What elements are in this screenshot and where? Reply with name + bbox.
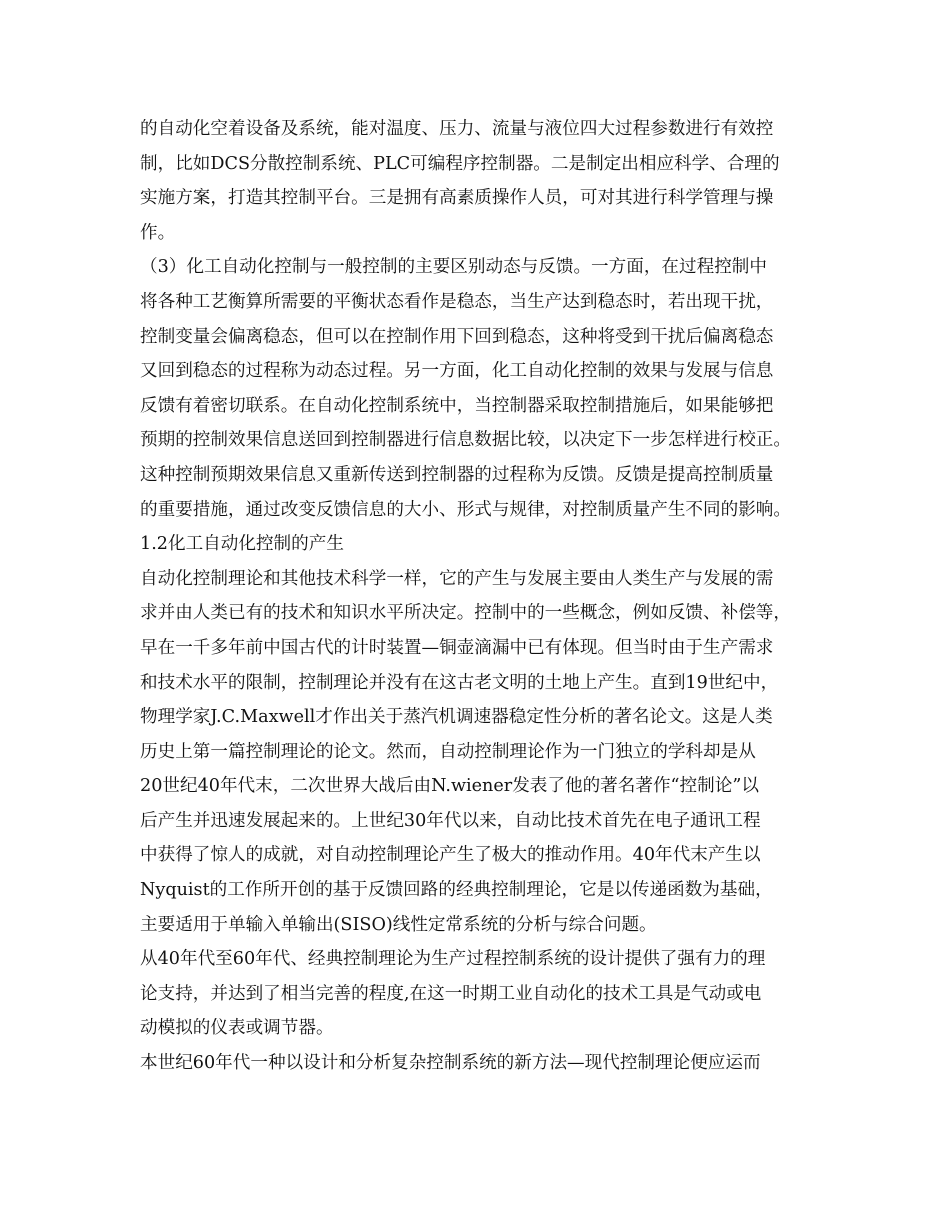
paragraph-line: 制，比如DCS分散控制系统、PLC可编程序控制器。二是制定出相应科学、合理的 — [140, 153, 780, 174]
paragraph-line: 反馈有着密切联系。在自动化控制系统中，当控制器采取控制措施后，如果能够把 — [140, 395, 774, 416]
paragraph-line: 中获得了惊人的成就，对自动控制理论产生了极大的推动作用。40年代末产生以 — [140, 845, 761, 866]
paragraph-line: 作。 — [140, 222, 176, 243]
paragraph-line: 历史上第一篇控制理论的论文。然而，自动控制理论作为一门独立的学科却是从 — [140, 741, 756, 762]
paragraph-line: 和技术水平的限制，控制理论并没有在这古老文明的土地上产生。直到19世纪中， — [140, 672, 779, 693]
paragraph-line: 这种控制预期效果信息又重新传送到控制器的过程称为反馈。反馈是提高控制质量 — [140, 464, 774, 485]
paragraph-line: 自动化控制理论和其他技术科学一样，它的产生与发展主要由人类生产与发展的需 — [140, 568, 774, 589]
paragraph-line: 后产生并迅速发展起来的。上世纪30年代以来，自动比技术首先在电子通讯工程 — [140, 810, 761, 831]
paragraph-line: 控制变量会偏离稳态，但可以在控制作用下回到稳态，这种将受到干扰后偏离稳态 — [140, 326, 774, 347]
paragraph-line: 实施方案，打造其控制平台。三是拥有高素质操作人员，可对其进行科学管理与操 — [140, 188, 774, 209]
paragraph-line: 预期的控制效果信息送回到控制器进行信息数据比较，以决定下一步怎样进行校正。 — [140, 430, 791, 451]
paragraph-line: 20世纪40年代末，二次世界大战后由N.wiener发表了他的著名著作“控制论”以 — [140, 776, 759, 797]
paragraph-line: 又回到稳态的过程称为动态过程。另一方面，化工自动化控制的效果与发展与信息 — [140, 361, 774, 382]
section-heading: 1.2化工自动化控制的产生 — [140, 534, 344, 555]
paragraph-line: 论支持，并达到了相当完善的程度,在这一时期工业自动化的技术工具是气动或电 — [140, 983, 762, 1004]
paragraph-line: 主要适用于单输入单输出(SISO)线性定常系统的分析与综合问题。 — [140, 914, 657, 935]
paragraph-line: 本世纪60年代一种以设计和分析复杂控制系统的新方法—现代控制理论便应运而 — [140, 1053, 761, 1074]
paragraph-line: 物理学家J.C.Maxwell才作出关于蒸汽机调速器稳定性分析的著名论文。这是人类 — [140, 707, 773, 728]
paragraph-line: Nyquist的工作所开创的基于反馈回路的经典控制理论，它是以传递函数为基础， — [140, 880, 773, 901]
paragraph-line: 早在一千多年前中国古代的计时装置—铜壶滴漏中已有体现。但当时由于生产需求 — [140, 637, 774, 658]
paragraph-line: 的自动化空着设备及系统，能对温度、压力、流量与液位四大过程参数进行有效控 — [140, 119, 774, 139]
paragraph-line: 将各种工艺衡算所需要的平衡状态看作是稳态，当生产达到稳态时，若出现干扰， — [140, 291, 774, 312]
paragraph-line: 动模拟的仪表或调节器。 — [140, 1018, 334, 1039]
paragraph-line: 的重要措施，通过改变反馈信息的大小、形式与规律，对控制质量产生不同的影响。 — [140, 499, 791, 520]
paragraph-line: （3）化工自动化控制与一般控制的主要区别动态与反馈。一方面，在过程控制中 — [140, 257, 767, 278]
paragraph-line: 从40年代至60年代、经典控制理论为生产过程控制系统的设计提供了强有力的理 — [140, 949, 766, 970]
body-text — [140, 112, 830, 1081]
paragraph-line: 求并由人类已有的技术和知识水平所决定。控制中的一些概念，例如反馈、补偿等， — [140, 603, 791, 624]
